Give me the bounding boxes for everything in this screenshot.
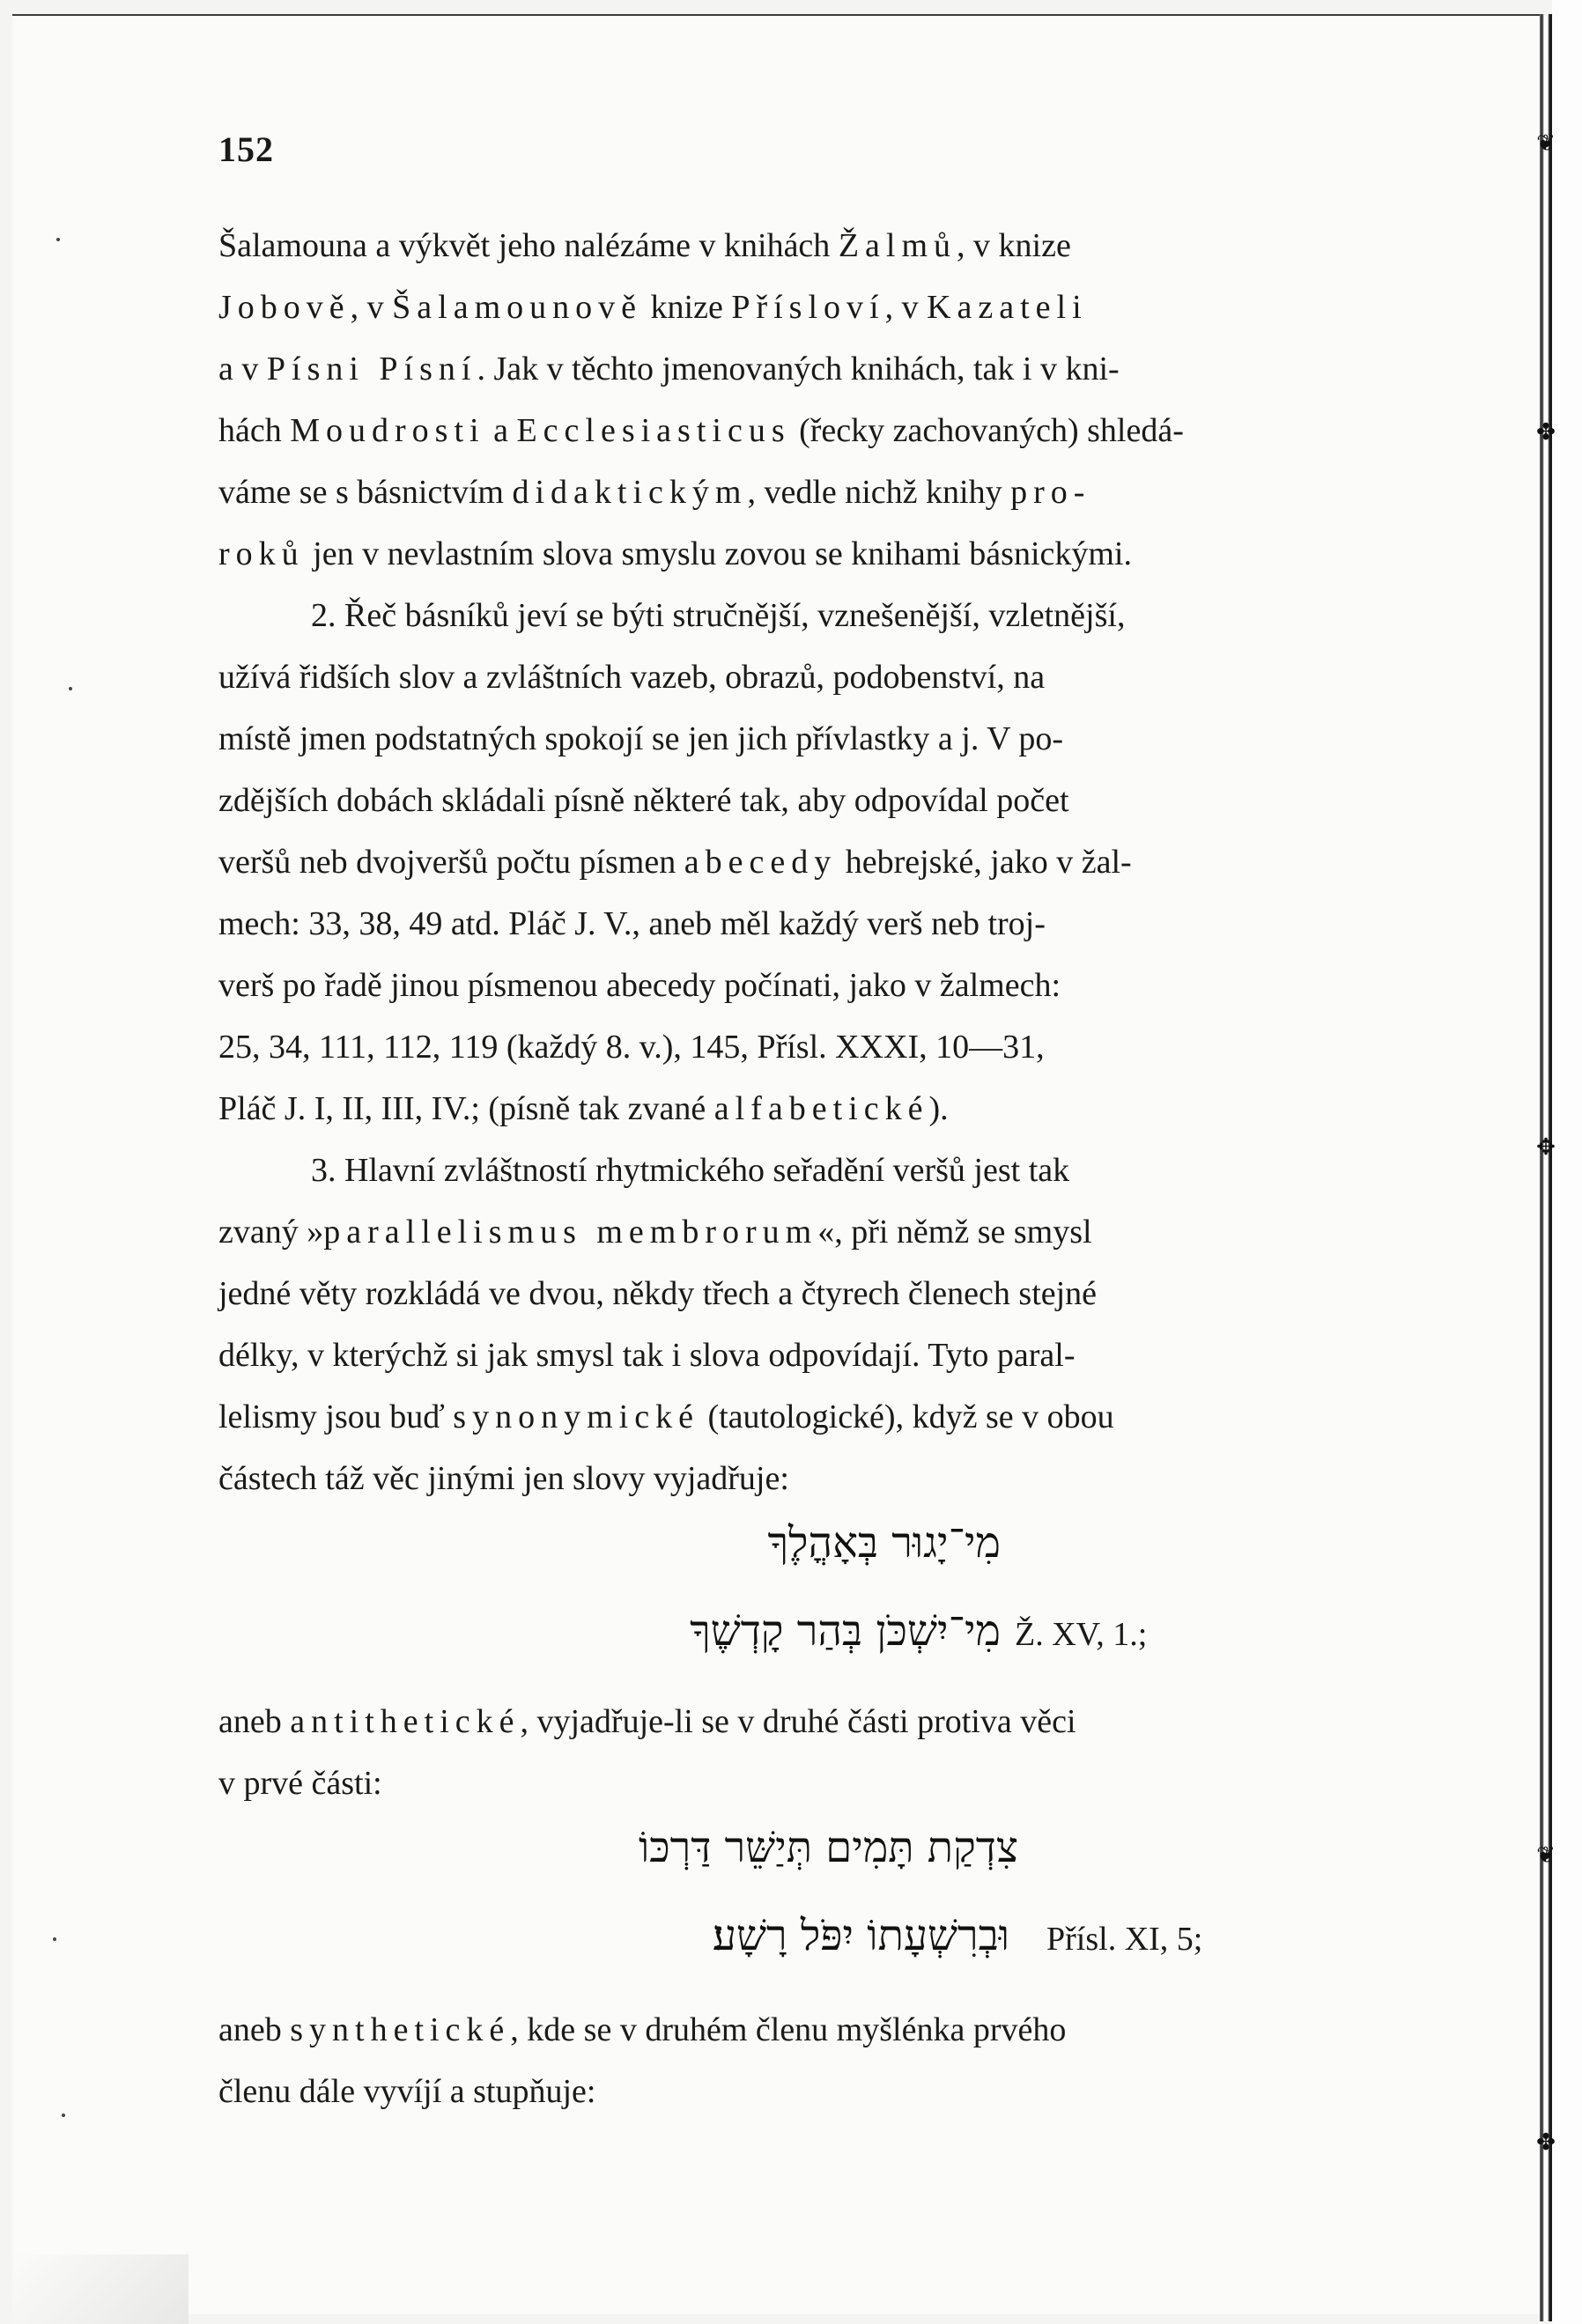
spaced-emphasis: parallelismus membrorum xyxy=(323,1214,818,1251)
verse-reference: Ž. XV, 1.; xyxy=(1015,1616,1148,1653)
spaced-emphasis: Kazateli xyxy=(927,289,1088,326)
text-line: Jobově, v Šalamounově knize Přísloví, v Kazateli xyxy=(218,289,1088,326)
text-line: Šalamouna a výkvět jeho nalézáme v knihách Žalmů, v knize xyxy=(218,227,1071,264)
text-line: 3. Hlavní zvláštností rhytmického seřadění veršů jest tak xyxy=(311,1152,1070,1189)
spaced-emphasis: Písni Písní xyxy=(266,350,477,387)
hebrew-verse-line: צִדְקַת תָּמִים תְּיַשֵּׁר דַּרְכּוֹ xyxy=(638,1823,1018,1872)
text-line: částech táž věc jinými jen slovy vyjadřuje: xyxy=(218,1460,789,1497)
spaced-emphasis: synthetické xyxy=(290,2011,511,2048)
scan-shadow xyxy=(12,2254,189,2324)
binding-ornament-icon: ❦ xyxy=(1536,1842,1556,1868)
text-line: lelismy jsou buď synonymické (tautologické), když se v obou xyxy=(218,1398,1114,1435)
body-text-continued xyxy=(218,1691,1337,1814)
text-line: 25, 34, 111, 112, 119 (každý 8. v.), 145, Přísl. XXXI, 10—31, xyxy=(218,1029,1045,1066)
spaced-emphasis: pro- xyxy=(1010,474,1091,511)
binding-edge-rule xyxy=(1540,14,1552,2321)
text-line: mech: 33, 38, 49 atd. Pláč J. V., aneb měl každý verš neb troj- xyxy=(218,905,1046,942)
binding-ornament-icon: ✤ xyxy=(1536,419,1556,445)
spaced-emphasis: Jobově xyxy=(218,289,351,326)
text-line: verš po řadě jinou písmenou abecedy počínati, jako v žalmech: xyxy=(218,967,1061,1004)
spaced-emphasis: didaktickým xyxy=(512,474,748,511)
paragraph-3 xyxy=(218,1140,1337,1509)
text-line: veršů neb dvojveršů počtu písmen abecedy hebrejské, jako v žal- xyxy=(218,844,1132,881)
binding-ornament-icon: ❦ xyxy=(1536,130,1556,156)
text-line: zdějších dobách skládali písně některé tak, aby odpovídal počet xyxy=(218,782,1069,819)
spaced-emphasis: abecedy xyxy=(684,844,838,881)
text-line: 2. Řeč básníků jeví se býti stručnější, vznešenější, vzletnější, xyxy=(311,597,1126,634)
text-line: členu dále vyvíjí a stupňuje: xyxy=(218,2073,596,2110)
page-number: 152 xyxy=(218,129,274,169)
body-text-final xyxy=(218,1999,1337,2122)
hebrew-verse-line: מִי־יִשְׁכֹּן בְּהַר קָדְשֶׁךָ xyxy=(690,1606,1001,1656)
text-line: váme se s básnictvím didaktickým, vedle nichž knihy pro- xyxy=(218,474,1091,511)
text-line: užívá řidších slov a zvláštních vazeb, obrazů, podobenství, na xyxy=(218,659,1046,696)
spaced-emphasis: Přísloví xyxy=(731,289,885,326)
spaced-emphasis: Šalamounově xyxy=(392,289,643,326)
body-text xyxy=(218,215,1337,1509)
text-line: jedné věty rozkládá ve dvou, někdy třech a čtyrech členech stejné xyxy=(218,1275,1098,1312)
paragraph-4 xyxy=(218,1691,1337,1814)
text-line: hách Moudrosti a Ecclesiasticus (řecky zachovaných) shledá- xyxy=(218,412,1184,449)
paragraph-5 xyxy=(218,1999,1337,2122)
verse-reference: Přísl. XI, 5; xyxy=(1046,1921,1203,1958)
text-line: roků jen v nevlastním slova smyslu zovou se knihami básnickými. xyxy=(218,535,1132,572)
spaced-emphasis: antithetické xyxy=(290,1703,521,1740)
spaced-emphasis: synonymické xyxy=(453,1398,699,1435)
text-line: aneb synthetické, kde se v druhém členu myšlénka prvého xyxy=(218,2011,1067,2048)
spaced-emphasis: Žalmů xyxy=(838,227,957,264)
paragraph-1 xyxy=(218,215,1337,585)
spaced-emphasis: alfabetické xyxy=(713,1090,929,1127)
spaced-emphasis: roků xyxy=(218,535,305,572)
hebrew-verse-line: וּבְרִשְׁעָתוֹ יִפֹּל רָשָׁע׃ xyxy=(712,1911,1009,1960)
spaced-emphasis: Ecclesiasticus xyxy=(516,412,791,449)
text-line: místě jmen podstatných spokojí se jen jich přívlastky a j. V po- xyxy=(218,720,1064,757)
binding-ornament-icon: ✤ xyxy=(1536,2129,1556,2155)
binding-ornament-icon: ✥ xyxy=(1536,1134,1556,1160)
scan-margin xyxy=(1552,0,1582,2324)
text-line: zvaný »parallelismus membrorum«, při němž se smysl xyxy=(218,1214,1092,1251)
text-line: aneb antithetické, vyjadřuje-li se v druhé části protiva věci xyxy=(218,1703,1076,1740)
paragraph-2 xyxy=(218,585,1337,1140)
spaced-emphasis: Moudrosti xyxy=(290,412,485,449)
hebrew-verse-line: מִי־יָגוּר בְּאָהֳלֶךָ xyxy=(767,1518,1001,1568)
text-line: Pláč J. I, II, III, IV.; (písně tak zvané alfabetické). xyxy=(218,1090,949,1127)
text-line: délky, v kterýchž si jak smysl tak i slova odpovídají. Tyto paral- xyxy=(218,1337,1076,1374)
text-line: a v Písni Písní. Jak v těchto jmenovaných knihách, tak i v kni- xyxy=(218,350,1120,387)
text-line: v prvé části: xyxy=(218,1765,382,1802)
